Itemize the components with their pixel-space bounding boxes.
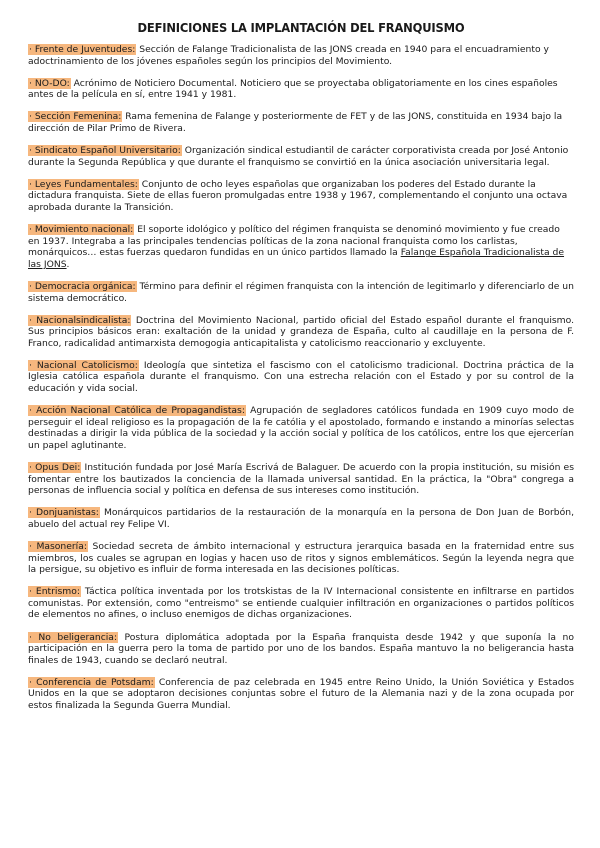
entry-term: · NO-DO:	[29, 77, 70, 89]
underlined-falange-name: Falange Española Tradicionalista de las JONS	[28, 247, 565, 270]
entry-definition: Postura diplomática adoptada por la España franquista desde 1942 y que suponía la no participación en la guerra pero la toma de partido por uno de los bandos. España mantuvo la no beligerancia hasta finales de 1943, cuando se declaró neutral.	[28, 631, 574, 666]
entry-term: · Conferencia de Potsdam:	[29, 676, 154, 688]
entry-democracia-organica	[28, 281, 574, 304]
entry-nacional-catolicismo	[28, 360, 574, 395]
page-title: DEFINICIONES LA IMPLANTACIÓN DEL FRANQUISMO	[137, 20, 465, 35]
entry-definition: Conjunto de ocho leyes españolas que organizaban los poderes del Estado durante la dictadura franquista. Siete de ellas fueron promulgadas entre 1938 y 1967, complementando el conjunto una octava aprobada durante la Transición.	[28, 178, 568, 213]
entry-term: · Nacionalsindicalista:	[29, 314, 131, 326]
entry-accion-nacional-catolica	[28, 405, 574, 451]
entry-conferencia-potsdam	[28, 677, 574, 712]
entry-nacionalsindicalista	[28, 315, 574, 350]
entry-term: · Sección Femenina:	[29, 111, 122, 123]
entry-movimiento-nacional	[28, 224, 574, 270]
entry-term: · Sindicato Español Universitario:	[29, 145, 181, 157]
entry-definition: Término para definir el régimen franquista con la intención de legitimarlo y diferenciarlo de un sistema democrático.	[28, 280, 574, 304]
entry-donjuanistas	[28, 507, 574, 530]
entry-definition: Doctrina del Movimiento Nacional, partido oficial del Estado español durante el franquismo. Sus principios básicos eran: exaltación de la unidad y grandeza de España, culto al caudillaje en la persona de F. Franco, radicalidad antimarxista demogogia anticapitalista y catolicismo reaccionario y excluyente.	[28, 314, 574, 349]
entry-term: · Nacional Catolicismo:	[29, 359, 138, 371]
entry-definition: Agrupación de segladores católicos fundada en 1909 cuyo modo de perseguir el ideal religioso es la propagación de la fe católia y el apostolado, formando e instando a minorías selectas destinadas a dirigir la vida pública de la sociedad y la acción social y política de los católicos, entre los que ejercerían un papel aglutinante.	[28, 405, 574, 451]
entry-term: · Masonería:	[29, 541, 87, 552]
entry-term: · Entrismo:	[29, 586, 80, 598]
entry-sindicato-universitario	[28, 145, 574, 168]
entry-term: · No beligerancia:	[29, 631, 118, 643]
entry-definition: Sección de Falange Tradicionalista de las JONS creada en 1940 para el encuadramiento y adoctrinamiento de los jóvenes españoles según los principios del Movimiento.	[28, 44, 549, 67]
entry-no-beligerancia	[28, 632, 574, 667]
entry-leyes-fundamentales	[28, 179, 574, 214]
entry-definition-tail: .	[66, 258, 70, 270]
entry-definition: Ideología que sintetiza el fascismo con el catolicismo tradicional. Doctrina práctica de la Iglesia católica española durante el franquismo. Con una estrecha relación con el Estado y por su control de la educación y vida social.	[28, 359, 574, 395]
entry-definition: Organización sindical estudiantil de carácter corporativista creada por José Antonio durante la Segunda República y que durante el franquismo se convirtió en la única asociación universitaria legal.	[28, 145, 569, 168]
entry-definition: El soporte idológico y político del régimen franquista se denominó movimiento y fue creado en 1937. Integraba a las principales tendencias políticas de la zona nacional franquista como los carlistas, monárquicos… estas fuerzas quedaron fundidas en un único partidos llamado la	[28, 224, 560, 259]
entry-term: · Movimiento nacional:	[29, 224, 134, 236]
entry-seccion-femenina	[28, 111, 574, 134]
entry-frente-juventudes	[28, 44, 574, 67]
entry-definition: Monárquicos partidarios de la restauración de la monarquía en la persona de Don Juan de Borbón, abuelo del actual rey Felipe VI.	[28, 507, 574, 530]
entry-term: · Democracia orgánica:	[29, 280, 136, 292]
entry-opus-dei	[28, 462, 574, 497]
entry-term: · Opus Dei:	[29, 462, 81, 474]
entry-definition: Rama femenina de Falange y posteriormente de FET y de las JONS, constituida en 1934 bajo la dirección de Pilar Primo de Rivera.	[28, 111, 563, 134]
entry-masoneria	[28, 541, 574, 576]
entry-no-do	[28, 78, 574, 101]
entry-definition: Acrónimo de Noticiero Documental. Noticiero que se proyectaba obligatoriamente en los cines españoles antes de la película en sí, entre 1941 y 1981.	[28, 77, 558, 101]
entry-definition: Conferencia de paz celebrada en 1945 entre Reino Unido, la Unión Soviética y Estados Unidos en la que se adoptaron decisiones conjuntas sobre el futuro de la Alemania nazi y de la zona ocupada por estos finalizada la Segunda Guerra Mundial.	[28, 676, 574, 712]
entry-term: · Donjuanistas:	[29, 507, 99, 519]
entry-definition: Institución fundada por José María Escrivá de Balaguer. De acuerdo con la propia institución, su misión es fomentar entre los bautizados la conciencia de la llamada universal santidad. En la práctica, la "Obra" congrega a personas de influencia social y política en defensa de sus intereses como institución.	[28, 462, 574, 497]
entry-definition: Táctica política inventada por los trotskistas de la IV Internacional consistente en infiltrarse en partidos comunistas. Por extensión, como "entreismo" se entiende cualquier infiltración en organizaciones o partidos políticos de elementos no afines, o incluso enemigos de dichas organizaciones.	[28, 586, 574, 621]
entry-term: · Leyes Fundamentales:	[29, 178, 138, 190]
entry-definition: Sociedad secreta de ámbito internacional y estructura jerarquica basada en la fraternidad entre sus miembros, los cuales se agrupan en logias y hacen uso de ritos y signos emblemáticos. Según la leyenda negra que la persigue, su objetivo es influir de forma interesada en las decisiones políticas.	[28, 541, 574, 576]
entry-term: · Frente de Juventudes:	[29, 44, 136, 55]
entry-term: · Acción Nacional Católica de Propagandistas:	[29, 405, 245, 417]
entry-entrismo	[28, 586, 574, 621]
